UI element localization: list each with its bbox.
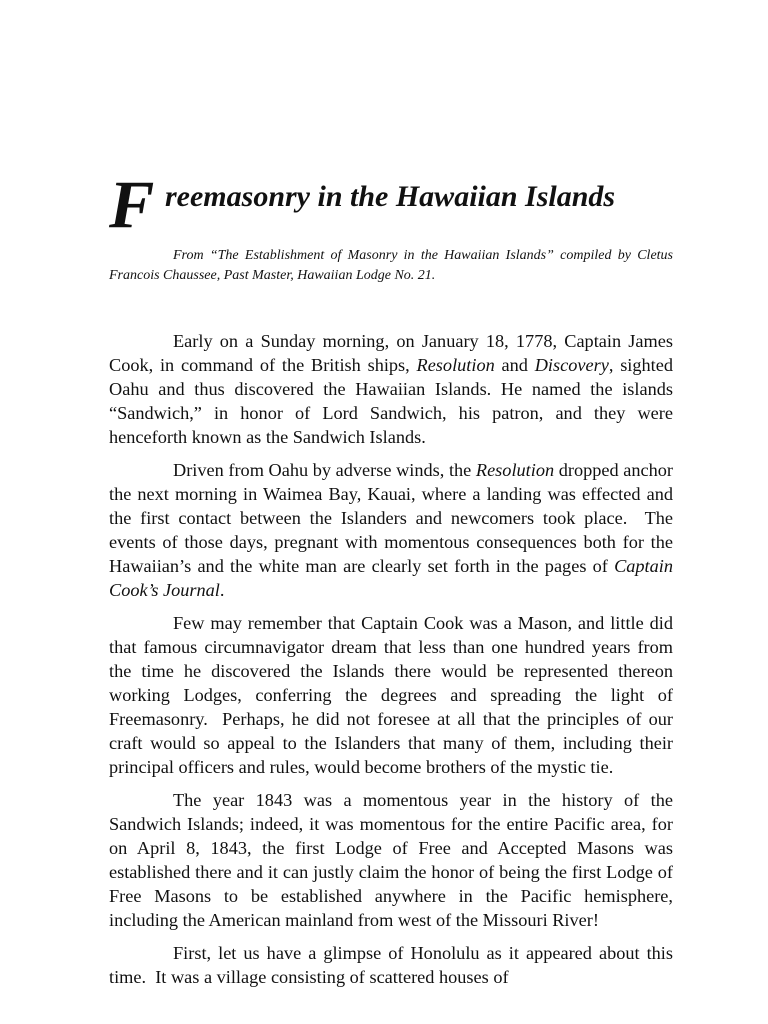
source-attribution: From “The Establishment of Masonry in the Hawaiian Islands” compiled by Cletus Francois Chaussee, Past Master, Hawaiian Lodge No. 21. — [109, 248, 673, 283]
paragraph-text: , sighted Oahu and thus discovered the Hawaiian Islands. He named the islands “Sandwich,” in honor of Lord Sandwich, his patron, and they were henceforth known as the Sandwich Islands. — [109, 355, 673, 447]
paragraph-3 — [109, 611, 673, 779]
ship-name-discovery: Discovery — [534, 355, 609, 375]
ship-name-resolution: Resolution — [475, 460, 555, 480]
paragraph-text: The year 1843 was a momentous year in the history of the Sandwich Islands; indeed, it was momentous for the entire Pacific area, for on April 8, 1843, the first Lodge of Free and Accepted Masons was established there and it can justly claim the honor of being the first Lodge of Free Masons to be established anywhere in the Pacific hemisphere, including the American mainland from west of the Missouri River! — [109, 790, 673, 930]
paragraph-text: and — [494, 355, 535, 375]
document-page — [109, 166, 673, 998]
paragraph-5 — [109, 941, 673, 989]
paragraph-text: First, let us have a glimpse of Honolulu as it appeared about this time. It was a village consisting of scattered houses of — [109, 943, 673, 987]
paragraph-text: . — [219, 580, 225, 600]
paragraph-4 — [109, 788, 673, 932]
title-drop-cap: F — [109, 166, 155, 242]
page-title — [109, 166, 673, 242]
body-text — [109, 329, 673, 989]
journal-title: Captain Cook’s Journal — [109, 556, 673, 600]
paragraph-text: Driven from Oahu by adverse winds, the — [173, 460, 476, 480]
paragraph-text: Few may remember that Captain Cook was a Mason, and little did that famous circumnavigator dream that less than one hundred years from the time he discovered the Islands there would be represented thereon working Lodges, conferring the degrees and spreading the light of Freemasonry. Perhaps, he did not foresee at all that the principles of our craft would so appeal to the Islanders that many of them, including their principal officers and rules, would become brothers of the mystic tie. — [109, 613, 673, 777]
paragraph-text: Early on a Sunday morning, on January 18, 1778, Captain James Cook, in command of the British ships, — [109, 331, 673, 375]
title-text: reemasonry in the Hawaiian Islands — [165, 180, 616, 213]
paragraph-2 — [109, 458, 673, 602]
paragraph-1 — [109, 329, 673, 449]
paragraph-text: dropped anchor the next morning in Waimea Bay, Kauai, where a landing was effected and the first contact between the Islanders and newcomers took place. The events of those days, pregnant with momentous consequences both for the Hawaiian’s and the white man are clearly set forth in the pages of — [109, 460, 673, 576]
ship-name-resolution: Resolution — [416, 355, 495, 375]
